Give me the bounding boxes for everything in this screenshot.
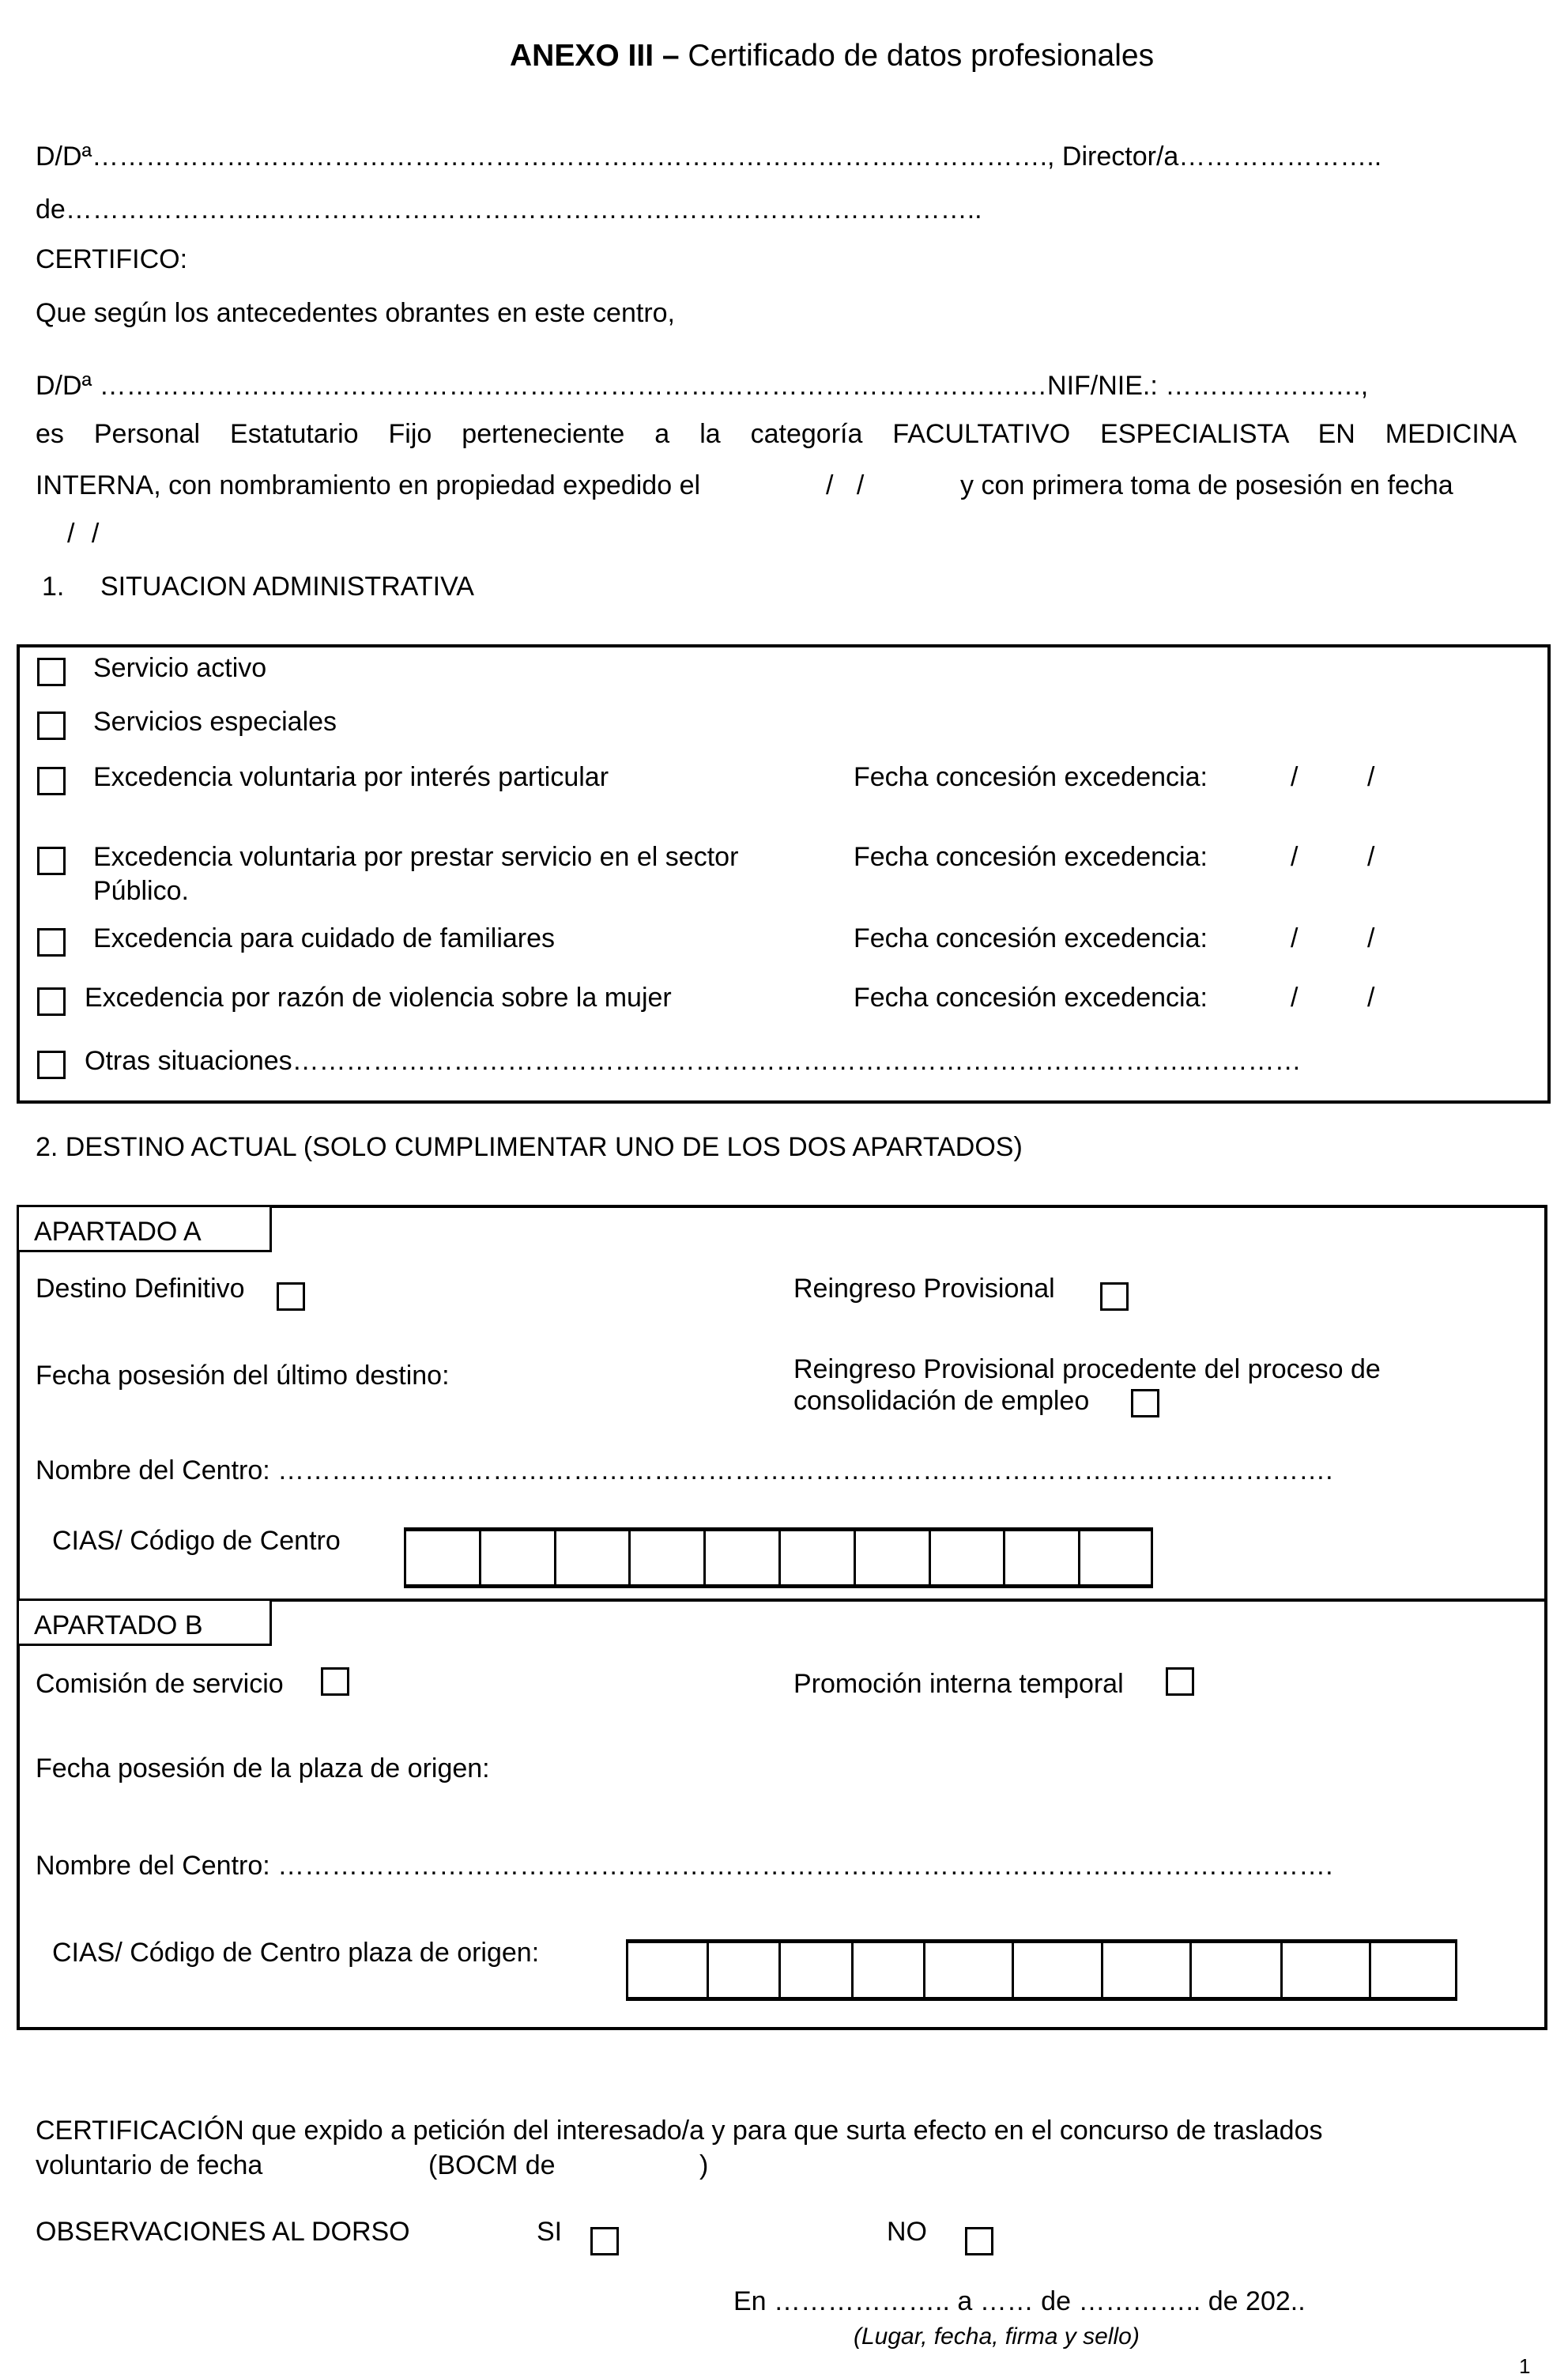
date-slash: / xyxy=(1291,983,1298,1013)
employee-name-nif-line[interactable]: D/Dª ………………………………………………………………………………………….…NIF/NIE.: …………………., xyxy=(36,371,1369,401)
possession-date-field[interactable]: / / xyxy=(67,519,100,549)
date-slash: / xyxy=(1367,842,1375,872)
otras-situaciones-label[interactable]: Otras situaciones………………………………………………………………………………………..………… xyxy=(85,1046,1302,1076)
certificacion-text-line2: voluntario de fecha xyxy=(36,2150,263,2180)
cias-a-cell[interactable] xyxy=(481,1531,556,1584)
servicio-activo-label: Servicio activo xyxy=(93,653,267,683)
promocion-interna-label: Promoción interna temporal xyxy=(793,1669,1124,1699)
cias-a-code-grid[interactable] xyxy=(404,1527,1153,1588)
excedencia-sector-publico-checkbox[interactable] xyxy=(37,847,66,875)
bocm-label: (BOCM de xyxy=(428,2150,556,2180)
comision-servicio-label: Comisión de servicio xyxy=(36,1669,284,1699)
cias-a-cell[interactable] xyxy=(631,1531,706,1584)
fecha-concesion-label: Fecha concesión excedencia: xyxy=(854,923,1208,953)
excedencia-cuidado-familiares-checkbox[interactable] xyxy=(37,928,66,957)
excedencia-interes-particular-checkbox[interactable] xyxy=(37,767,66,795)
cias-b-cell[interactable] xyxy=(1371,1943,1457,1997)
cias-b-cell[interactable] xyxy=(1192,1943,1283,1997)
appointment-text: INTERNA, con nombramiento en propiedad expedido el xyxy=(36,470,701,500)
section2-heading: 2. DESTINO ACTUAL (SOLO CUMPLIMENTAR UNO DE LOS DOS APARTADOS) xyxy=(36,1132,1023,1162)
apartado-a-label: APARTADO A xyxy=(34,1217,202,1247)
title-rest: Certificado de datos profesionales xyxy=(679,39,1155,73)
fecha-concesion-label: Fecha concesión excedencia: xyxy=(854,842,1208,872)
cias-b-cell[interactable] xyxy=(925,1943,1014,1997)
cias-b-cell[interactable] xyxy=(628,1943,709,1997)
page-title xyxy=(510,38,1154,74)
nombre-centro-a-line[interactable]: Nombre del Centro: ………………………………………………………………………………………………………. xyxy=(36,1455,1333,1485)
comision-servicio-checkbox[interactable] xyxy=(321,1667,349,1696)
certifico-label: CERTIFICO: xyxy=(36,244,188,274)
fecha-concesion-label: Fecha concesión excedencia: xyxy=(854,762,1208,792)
cias-a-label: CIAS/ Código de Centro xyxy=(52,1526,341,1556)
date-slash: / xyxy=(1367,983,1375,1013)
section1-number: 1. xyxy=(42,572,65,602)
reingreso-consolidacion-label-line1: Reingreso Provisional procedente del proceso de xyxy=(793,1354,1381,1384)
reingreso-consolidacion-checkbox[interactable] xyxy=(1131,1389,1159,1417)
nombre-centro-b-line[interactable]: Nombre del Centro: ………………………………………………………………………………………………………. xyxy=(36,1851,1333,1881)
reingreso-provisional-label: Reingreso Provisional xyxy=(793,1274,1055,1304)
cias-a-cell[interactable] xyxy=(406,1531,481,1584)
excedencia-sector-publico-label: Excedencia voluntaria por prestar servicio en el sector xyxy=(93,842,739,872)
date-slash: / xyxy=(1291,923,1298,953)
servicio-activo-checkbox[interactable] xyxy=(37,658,66,686)
no-label: NO xyxy=(887,2217,927,2247)
otras-situaciones-checkbox[interactable] xyxy=(37,1051,66,1079)
observaciones-si-checkbox[interactable] xyxy=(590,2227,619,2255)
certificacion-text-line1: CERTIFICACIÓN que expido a petición del interesado/a y para que surta efecto en el concurso de traslados xyxy=(36,2116,1323,2146)
cias-a-cell[interactable] xyxy=(1080,1531,1153,1584)
excedencia-violencia-label: Excedencia por razón de violencia sobre la mujer xyxy=(85,983,672,1013)
date-slash: / xyxy=(1291,762,1298,792)
place-date-line[interactable]: En ……………….. a …… de ………….. de 202.. xyxy=(733,2286,1306,2316)
cias-a-cell[interactable] xyxy=(1005,1531,1080,1584)
excedencia-interes-particular-label: Excedencia voluntaria por interés particular xyxy=(93,762,609,792)
reingreso-consolidacion-label-line2: consolidación de empleo xyxy=(793,1386,1090,1416)
date-slash: / xyxy=(1291,842,1298,872)
si-label: SI xyxy=(537,2217,563,2247)
destino-definitivo-label: Destino Definitivo xyxy=(36,1274,245,1304)
cias-b-cell[interactable] xyxy=(1014,1943,1103,1997)
observaciones-no-checkbox[interactable] xyxy=(965,2227,993,2255)
date-slash: / xyxy=(1367,923,1375,953)
promocion-interna-checkbox[interactable] xyxy=(1166,1667,1194,1696)
cias-b-label: CIAS/ Código de Centro plaza de origen: xyxy=(52,1938,540,1968)
director-center-line[interactable]: de…………………..…………………………………………………………………….. xyxy=(36,194,982,225)
fecha-concesion-label: Fecha concesión excedencia: xyxy=(854,983,1208,1013)
excedencia-violencia-checkbox[interactable] xyxy=(37,987,66,1016)
cias-b-cell[interactable] xyxy=(1103,1943,1192,1997)
cias-b-cell[interactable] xyxy=(1283,1943,1371,1997)
fecha-posesion-plaza-origen-label: Fecha posesión de la plaza de origen: xyxy=(36,1753,490,1784)
antecedentes-text: Que según los antecedentes obrantes en este centro, xyxy=(36,298,675,328)
cias-a-cell[interactable] xyxy=(556,1531,631,1584)
appointment-date-field[interactable]: / / xyxy=(826,470,865,500)
date-slash: / xyxy=(1367,762,1375,792)
servicios-especiales-checkbox[interactable] xyxy=(37,712,66,740)
cias-b-code-grid[interactable] xyxy=(626,1939,1457,2001)
category-paragraph-line1: es Personal Estatutario Fijo perteneciente a la categoría FACULTATIVO ESPECIALISTA EN MEDICINA xyxy=(36,419,1517,449)
director-name-line[interactable]: D/Dª……………………………………………………………………………….……………., Director/a………………….. xyxy=(36,142,1382,172)
signature-hint: (Lugar, fecha, firma y sello) xyxy=(854,2323,1140,2350)
cias-a-cell[interactable] xyxy=(856,1531,931,1584)
cias-b-cell[interactable] xyxy=(709,1943,781,1997)
fecha-posesion-ultimo-destino-label: Fecha posesión del último destino: xyxy=(36,1361,450,1391)
section1-heading: SITUACION ADMINISTRATIVA xyxy=(100,572,474,602)
possession-text: y con primera toma de posesión en fecha xyxy=(960,470,1453,500)
destino-definitivo-checkbox[interactable] xyxy=(277,1282,305,1311)
page-number: 1 xyxy=(1519,2354,1531,2378)
title-bold: ANEXO III – xyxy=(510,39,680,73)
bocm-close-paren: ) xyxy=(699,2150,709,2180)
cias-a-cell[interactable] xyxy=(931,1531,1006,1584)
cias-b-cell[interactable] xyxy=(854,1943,925,1997)
apartado-b-label: APARTADO B xyxy=(34,1610,203,1640)
cias-a-cell[interactable] xyxy=(781,1531,856,1584)
excedencia-cuidado-familiares-label: Excedencia para cuidado de familiares xyxy=(93,923,556,953)
cias-b-cell[interactable] xyxy=(781,1943,854,1997)
observaciones-label: OBSERVACIONES AL DORSO xyxy=(36,2217,410,2247)
excedencia-sector-publico-label-line2: Público. xyxy=(93,876,189,906)
reingreso-provisional-checkbox[interactable] xyxy=(1100,1282,1129,1311)
cias-a-cell[interactable] xyxy=(706,1531,781,1584)
servicios-especiales-label: Servicios especiales xyxy=(93,707,337,737)
